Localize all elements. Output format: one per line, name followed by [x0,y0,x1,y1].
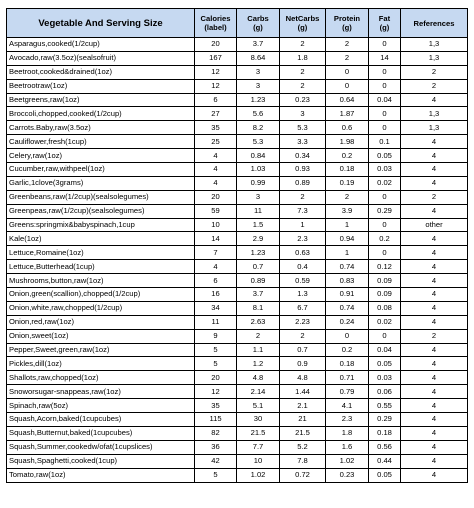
cell-references: 4 [401,274,468,288]
cell-references: 4 [401,93,468,107]
cell-vegetable: Garlic,1clove(3grams) [7,176,195,190]
cell-protein: 0 [326,79,369,93]
cell-vegetable: Shallots,raw,chopped(1oz) [7,371,195,385]
header-fat-line1: Fat [378,14,391,23]
cell-vegetable: Kale(1oz) [7,232,195,246]
cell-carbs: 2.9 [237,232,280,246]
cell-vegetable: Squash,Summer,cookedw/ofat(1cupslices) [7,440,195,454]
cell-calories: 115 [195,413,237,427]
cell-netcarbs: 2.1 [280,399,326,413]
cell-netcarbs: 1.8 [280,51,326,65]
cell-carbs: 1.03 [237,163,280,177]
cell-vegetable: Onion,red,raw(1oz) [7,315,195,329]
cell-protein: 2 [326,51,369,65]
cell-references: 4 [401,440,468,454]
header-carbs-line1: Carbs [247,14,269,23]
header-fat [369,9,401,38]
cell-netcarbs: 0.7 [280,343,326,357]
cell-carbs: 5.3 [237,135,280,149]
cell-references: 4 [401,468,468,482]
cell-fat: 0.05 [369,357,401,371]
cell-references: 4 [401,204,468,218]
cell-fat: 0.44 [369,454,401,468]
cell-calories: 12 [195,79,237,93]
cell-calories: 10 [195,218,237,232]
cell-protein: 1.87 [326,107,369,121]
table-row [7,107,468,121]
cell-protein: 0.79 [326,385,369,399]
cell-protein: 0.24 [326,315,369,329]
table-row [7,357,468,371]
cell-calories: 9 [195,329,237,343]
cell-references: 4 [401,399,468,413]
cell-calories: 12 [195,65,237,79]
cell-calories: 5 [195,343,237,357]
cell-calories: 16 [195,288,237,302]
cell-vegetable: Greenbeans,raw(1/2cup)(sealsolegumes) [7,190,195,204]
table-body [7,38,468,483]
cell-netcarbs: 0.63 [280,246,326,260]
cell-calories: 20 [195,190,237,204]
cell-fat: 0 [369,329,401,343]
header-calories-line2: (label) [204,23,227,32]
cell-vegetable: Carrots.Baby,raw(3.5oz) [7,121,195,135]
cell-carbs: 5.1 [237,399,280,413]
cell-fat: 0.56 [369,440,401,454]
cell-calories: 35 [195,121,237,135]
cell-vegetable: Avocado,raw(3.5oz)(sealsofruit) [7,51,195,65]
cell-vegetable: Broccoli,chopped,cooked(1/2cup) [7,107,195,121]
cell-carbs: 1.1 [237,343,280,357]
cell-vegetable: Beetgreens,raw(1oz) [7,93,195,107]
cell-fat: 0 [369,65,401,79]
cell-netcarbs: 5.3 [280,121,326,135]
table-row [7,51,468,65]
cell-protein: 0.83 [326,274,369,288]
table-row [7,385,468,399]
cell-vegetable: Onion,sweet(1oz) [7,329,195,343]
cell-references: other [401,218,468,232]
cell-fat: 0 [369,218,401,232]
cell-calories: 4 [195,260,237,274]
table-row [7,329,468,343]
table-row [7,93,468,107]
cell-fat: 0.04 [369,93,401,107]
cell-carbs: 3 [237,65,280,79]
cell-calories: 167 [195,51,237,65]
cell-references: 4 [401,135,468,149]
header-vegetable: Vegetable And Serving Size [7,9,195,38]
cell-protein: 0.23 [326,468,369,482]
cell-netcarbs: 5.2 [280,440,326,454]
table-row [7,454,468,468]
header-netcarbs-line2: (g) [297,23,308,32]
cell-carbs: 1.5 [237,218,280,232]
cell-vegetable: Lettuce,Romaine(1oz) [7,246,195,260]
cell-calories: 12 [195,385,237,399]
cell-vegetable: Beetrootraw(1oz) [7,79,195,93]
cell-vegetable: Greenpeas,raw(1/2cup)(sealsolegumes) [7,204,195,218]
table-row [7,135,468,149]
table-row [7,315,468,329]
cell-netcarbs: 0.89 [280,176,326,190]
cell-references: 4 [401,426,468,440]
cell-vegetable: Tomato,raw(1oz) [7,468,195,482]
cell-netcarbs: 2.3 [280,232,326,246]
table-row [7,301,468,315]
table-row [7,426,468,440]
cell-fat: 0 [369,79,401,93]
cell-netcarbs: 0.72 [280,468,326,482]
cell-fat: 0.09 [369,288,401,302]
cell-protein: 2 [326,38,369,52]
cell-protein: 1.02 [326,454,369,468]
header-calories [195,9,237,38]
table-row [7,343,468,357]
header-row [7,9,468,38]
cell-carbs: 0.7 [237,260,280,274]
cell-references: 4 [401,288,468,302]
table-row [7,413,468,427]
cell-netcarbs: 2 [280,38,326,52]
cell-vegetable: Pepper,Sweet,green,raw(1oz) [7,343,195,357]
cell-calories: 20 [195,38,237,52]
vegetable-nutrition-table [6,8,468,483]
cell-carbs: 0.89 [237,274,280,288]
cell-vegetable: Onion,green(scallion),chopped(1/2cup) [7,288,195,302]
cell-carbs: 1.23 [237,93,280,107]
table-row [7,38,468,52]
table-row [7,190,468,204]
cell-references: 4 [401,176,468,190]
cell-netcarbs: 0.93 [280,163,326,177]
table-row [7,232,468,246]
cell-calories: 7 [195,246,237,260]
cell-protein: 0.91 [326,288,369,302]
table-row [7,79,468,93]
cell-vegetable: Snoworsugar-snappeas,raw(1oz) [7,385,195,399]
cell-fat: 0.55 [369,399,401,413]
cell-references: 4 [401,357,468,371]
cell-fat: 0.03 [369,163,401,177]
cell-netcarbs: 2 [280,79,326,93]
cell-references: 1,3 [401,38,468,52]
cell-carbs: 1.2 [237,357,280,371]
cell-fat: 0.08 [369,301,401,315]
cell-references: 4 [401,301,468,315]
cell-carbs: 2 [237,329,280,343]
cell-calories: 59 [195,204,237,218]
header-netcarbs [280,9,326,38]
cell-vegetable: Asparagus,cooked(1/2cup) [7,38,195,52]
header-netcarbs-line1: NetCarbs [285,14,320,23]
cell-vegetable: Squash,Butternut,baked(1cupcubes) [7,426,195,440]
cell-references: 2 [401,65,468,79]
cell-calories: 82 [195,426,237,440]
cell-carbs: 8.2 [237,121,280,135]
table-row [7,371,468,385]
cell-protein: 0.18 [326,163,369,177]
cell-fat: 0.2 [369,232,401,246]
cell-vegetable: Celery,raw(1oz) [7,149,195,163]
cell-protein: 0.74 [326,301,369,315]
cell-netcarbs: 0.23 [280,93,326,107]
cell-fat: 0 [369,38,401,52]
cell-calories: 20 [195,371,237,385]
cell-netcarbs: 4.8 [280,371,326,385]
cell-fat: 0 [369,246,401,260]
table-row [7,149,468,163]
table-row [7,399,468,413]
cell-carbs: 3.7 [237,38,280,52]
header-fat-line2: (g) [379,23,390,32]
cell-fat: 0.02 [369,315,401,329]
header-carbs-line2: (g) [253,23,263,32]
cell-protein: 2 [326,190,369,204]
cell-netcarbs: 6.7 [280,301,326,315]
cell-vegetable: Onion,white,raw,chopped(1/2cup) [7,301,195,315]
header-protein [326,9,369,38]
cell-vegetable: Greens:springmix&babyspinach,1cup [7,218,195,232]
cell-protein: 0.94 [326,232,369,246]
cell-references: 1,3 [401,107,468,121]
cell-protein: 1.6 [326,440,369,454]
cell-vegetable: Beetroot,cooked&drained(1oz) [7,65,195,79]
cell-protein: 0.64 [326,93,369,107]
cell-fat: 0.18 [369,426,401,440]
cell-vegetable: Squash,Acorn,baked(1cupcubes) [7,413,195,427]
cell-vegetable: Spinach,raw(5oz) [7,399,195,413]
cell-references: 1,3 [401,51,468,65]
cell-carbs: 2.63 [237,315,280,329]
cell-netcarbs: 3.3 [280,135,326,149]
cell-carbs: 30 [237,413,280,427]
cell-calories: 25 [195,135,237,149]
cell-carbs: 21.5 [237,426,280,440]
cell-calories: 5 [195,357,237,371]
cell-netcarbs: 3 [280,107,326,121]
cell-carbs: 1.02 [237,468,280,482]
cell-protein: 0.2 [326,343,369,357]
cell-netcarbs: 1.3 [280,288,326,302]
cell-netcarbs: 0.9 [280,357,326,371]
cell-netcarbs: 21 [280,413,326,427]
cell-fat: 0.29 [369,204,401,218]
header-references: References [401,9,468,38]
cell-references: 4 [401,343,468,357]
cell-vegetable: Squash,Spaghetti,cooked(1cup) [7,454,195,468]
cell-carbs: 3 [237,190,280,204]
table-row [7,468,468,482]
cell-calories: 4 [195,163,237,177]
cell-netcarbs: 2 [280,65,326,79]
header-carbs [237,9,280,38]
cell-carbs: 8.1 [237,301,280,315]
cell-fat: 0.29 [369,413,401,427]
cell-protein: 0.71 [326,371,369,385]
cell-fat: 0 [369,190,401,204]
cell-carbs: 5.6 [237,107,280,121]
cell-protein: 0.74 [326,260,369,274]
cell-protein: 0 [326,329,369,343]
cell-references: 4 [401,385,468,399]
cell-references: 4 [401,260,468,274]
cell-references: 4 [401,315,468,329]
table-row [7,204,468,218]
cell-protein: 0 [326,65,369,79]
cell-netcarbs: 0.59 [280,274,326,288]
table-row [7,176,468,190]
cell-netcarbs: 21.5 [280,426,326,440]
cell-vegetable: Pickles,dill(1oz) [7,357,195,371]
cell-fat: 0.05 [369,468,401,482]
header-calories-line1: Calories [200,14,231,23]
cell-calories: 4 [195,149,237,163]
cell-references: 4 [401,149,468,163]
table-row [7,260,468,274]
cell-protein: 2.3 [326,413,369,427]
cell-netcarbs: 2.23 [280,315,326,329]
cell-protein: 0.6 [326,121,369,135]
cell-protein: 1.98 [326,135,369,149]
cell-carbs: 1.23 [237,246,280,260]
cell-netcarbs: 2 [280,329,326,343]
cell-carbs: 10 [237,454,280,468]
cell-fat: 0.03 [369,371,401,385]
cell-references: 1,3 [401,121,468,135]
cell-protein: 0.18 [326,357,369,371]
cell-calories: 14 [195,232,237,246]
table-row [7,246,468,260]
cell-fat: 0.06 [369,385,401,399]
cell-netcarbs: 0.4 [280,260,326,274]
cell-netcarbs: 7.8 [280,454,326,468]
cell-protein: 1 [326,218,369,232]
cell-fat: 0.09 [369,274,401,288]
cell-calories: 6 [195,93,237,107]
table-row [7,288,468,302]
cell-carbs: 2.14 [237,385,280,399]
cell-calories: 27 [195,107,237,121]
cell-netcarbs: 7.3 [280,204,326,218]
cell-fat: 14 [369,51,401,65]
cell-fat: 0.12 [369,260,401,274]
cell-carbs: 7.7 [237,440,280,454]
cell-references: 4 [401,454,468,468]
cell-references: 4 [401,246,468,260]
cell-calories: 34 [195,301,237,315]
cell-calories: 36 [195,440,237,454]
cell-references: 4 [401,232,468,246]
cell-references: 4 [401,413,468,427]
cell-references: 2 [401,79,468,93]
cell-carbs: 11 [237,204,280,218]
cell-calories: 11 [195,315,237,329]
cell-vegetable: Cucumber,raw,withpeel(1oz) [7,163,195,177]
nutrition-table-container [6,8,468,483]
table-row [7,440,468,454]
cell-fat: 0 [369,121,401,135]
cell-fat: 0 [369,107,401,121]
cell-references: 2 [401,329,468,343]
cell-calories: 6 [195,274,237,288]
cell-vegetable: Lettuce,Butterhead(1cup) [7,260,195,274]
cell-carbs: 0.84 [237,149,280,163]
cell-protein: 0.2 [326,149,369,163]
cell-netcarbs: 2 [280,190,326,204]
cell-calories: 42 [195,454,237,468]
cell-carbs: 4.8 [237,371,280,385]
cell-netcarbs: 1.44 [280,385,326,399]
cell-references: 2 [401,190,468,204]
cell-protein: 0.19 [326,176,369,190]
cell-carbs: 3.7 [237,288,280,302]
table-row [7,121,468,135]
cell-fat: 0.1 [369,135,401,149]
cell-carbs: 8.64 [237,51,280,65]
cell-vegetable: Mushrooms,button,raw(1oz) [7,274,195,288]
table-row [7,65,468,79]
cell-carbs: 3 [237,79,280,93]
cell-calories: 5 [195,468,237,482]
table-row [7,163,468,177]
table-row [7,274,468,288]
cell-netcarbs: 1 [280,218,326,232]
table-row [7,218,468,232]
cell-references: 4 [401,163,468,177]
cell-fat: 0.05 [369,149,401,163]
cell-calories: 4 [195,176,237,190]
header-protein-line2: (g) [342,23,352,32]
header-protein-line1: Protein [333,14,361,23]
cell-references: 4 [401,371,468,385]
cell-protein: 1.8 [326,426,369,440]
cell-fat: 0.04 [369,343,401,357]
cell-protein: 3.9 [326,204,369,218]
cell-vegetable: Cauliflower,fresh(1cup) [7,135,195,149]
cell-protein: 4.1 [326,399,369,413]
cell-calories: 35 [195,399,237,413]
cell-fat: 0.02 [369,176,401,190]
cell-netcarbs: 0.34 [280,149,326,163]
cell-carbs: 0.99 [237,176,280,190]
cell-protein: 1 [326,246,369,260]
table-header [7,9,468,38]
